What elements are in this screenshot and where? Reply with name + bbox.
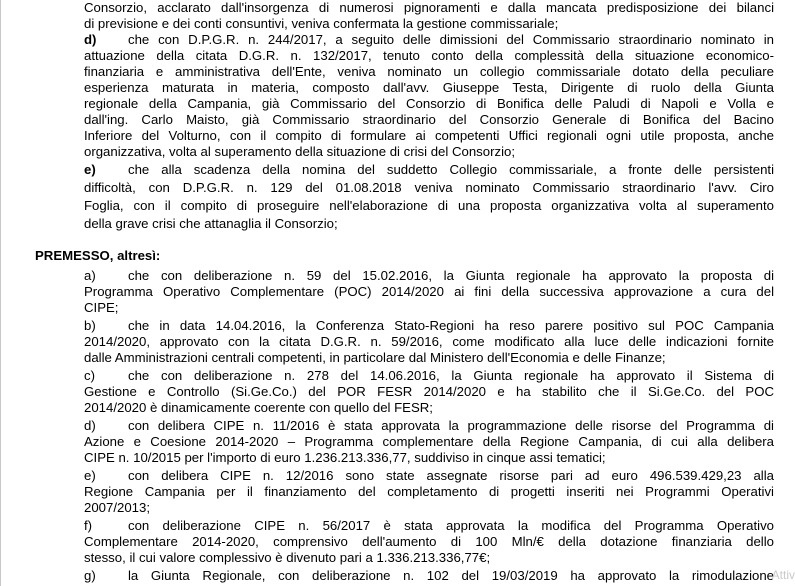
text-line: che con D.P.G.R. n. 244/2017, a seguito delle dimissioni del Commissario straordinario nominato in xyxy=(128,32,774,47)
text-line: difficoltà, con D.P.G.R. n. 129 del 01.08.2018 veniva nominato Commissario straordinario l'avv. Ciro xyxy=(84,180,774,195)
list-label: f) xyxy=(84,518,93,533)
list-item-g-first-line xyxy=(0,568,774,584)
text-line: con delibera CIPE n. 12/2016 sono state assegnate risorse pari ad euro 496.539.429,23 alla xyxy=(128,468,774,483)
list-label: e) xyxy=(84,468,96,483)
list-label: g) xyxy=(84,568,96,583)
activation-watermark: Attiv xyxy=(771,568,795,582)
list-label: d) xyxy=(84,418,96,433)
list-item-f-first-line xyxy=(0,518,774,534)
text-line: Foglia, con il compito di proseguire nell'elaborazione di una proposta organizzativa volta al superamento xyxy=(84,198,774,213)
text-line: attuazione della citata D.G.R. n. 132/2017, tenuto conto della complessità della situazione economico- xyxy=(84,48,774,63)
list-item-b-first-line xyxy=(0,318,774,334)
list-item-e-first-line xyxy=(0,162,774,178)
text-line: Azione e Coesione 2014-2020 – Programma complementare della Regione Campania, di cui alla delibera xyxy=(84,434,774,449)
text-line: la Giunta Regionale, con deliberazione n. 102 del 19/03/2019 ha approvato la rimodulazione xyxy=(128,568,774,583)
list-label: b) xyxy=(84,318,96,333)
text-line: Programma Operativo Complementare (POC) 2014/2020 ai fini della successiva approvazione a cura del xyxy=(84,284,774,299)
text-line: che con deliberazione n. 278 del 14.06.2016, la Giunta regionale ha approvato il Sistema di xyxy=(128,368,774,383)
text-line: dalle Amministrazioni centrali competenti, in particolare dal Ministero dell'Economia e delle Finanze; xyxy=(84,350,666,365)
list-item-d-first-line xyxy=(0,32,774,48)
text-line: Consorzio, acclarato dall'insorgenza di numerosi pignoramenti e dalla mancata predisposizione dei bilanci xyxy=(84,0,774,15)
list-label: a) xyxy=(84,268,96,283)
list-label: e) xyxy=(84,162,96,177)
text-line: Complementare 2014-2020, comprensivo dell'aumento di 100 Mln/€ della dotazione finanziaria dello xyxy=(84,534,774,549)
text-line: con delibera CIPE n. 11/2016 è stata approvata la programmazione delle risorse del Programma di xyxy=(128,418,774,433)
text-line: che alla scadenza della nomina del suddetto Collegio commissariale, a fronte delle persistenti xyxy=(128,162,774,177)
text-line: della grave crisi che attanaglia il Consorzio; xyxy=(84,216,338,231)
text-line: che con deliberazione n. 59 del 15.02.2016, la Giunta regionale ha approvato la proposta di xyxy=(128,268,774,283)
text-line: stesso, il cui valore complessivo è divenuto pari a 1.336.213.336,77€; xyxy=(84,550,491,565)
list-item-d2-first-line xyxy=(0,418,774,434)
text-line: 2007/2013; xyxy=(84,500,151,515)
text-line: organizzativa, volta al superamento della situazione di crisi del Consorzio; xyxy=(84,144,516,159)
text-line: esperienza maturata in materia, composto dall'avv. Giuseppe Testa, Dirigente di ruolo della Giunta xyxy=(84,80,774,95)
text-line: dall'ing. Carlo Maisto, già Commissario straordinario del Consorzio Generale di Bonifica del Bacino xyxy=(84,112,774,127)
text-line: con deliberazione CIPE n. 56/2017 è stata approvata la modifica del Programma Operativo xyxy=(128,518,774,533)
list-item-c-first-line xyxy=(0,368,774,384)
text-line: regionale della Campania, già Commissario del Consorzio di Bonifica delle Paludi di Napoli e Volla e xyxy=(84,96,774,111)
text-line: CIPE n. 10/2015 per l'importo di euro 1.236.213.336,77, suddiviso in cinque assi tematici; xyxy=(84,450,606,465)
text-line: Inferiore del Volturno, con il compito di formulare ai competenti Uffici regionali ogni utile proposta, anche xyxy=(84,128,774,143)
list-item-a-first-line xyxy=(0,268,774,284)
list-label: c) xyxy=(84,368,95,383)
text-line: 2014/2020 è dinamicamente coerente con quello del FESR; xyxy=(84,400,433,415)
text-line: Regione Campania per il finanziamento del completamento di progetti inseriti nei Programmi Operativi xyxy=(84,484,774,499)
list-label: d) xyxy=(84,32,97,47)
text-line: Gestione e Controllo (Si.Ge.Co.) del POR FESR 2014/2020 e ha stabilito che il Si.Ge.Co. del POC xyxy=(84,384,774,399)
text-line: CIPE; xyxy=(84,300,119,315)
section-heading: PREMESSO, altresì: xyxy=(35,248,161,263)
text-line: che in data 14.04.2016, la Conferenza Stato-Regioni ha reso parere positivo sul POC Campania xyxy=(128,318,774,333)
text-line: di previsione e dei conti consuntivi, veniva confermata la gestione commissariale; xyxy=(84,16,559,31)
text-line: 2014/2020, approvato con la citata D.G.R. n. 59/2016, come modificato alla luce delle indicazioni fornite xyxy=(84,334,774,349)
text-line: finanziaria e amministrativa dell'Ente, veniva nominato un collegio commissariale dotato della peculiare xyxy=(84,64,774,79)
list-item-e2-first-line xyxy=(0,468,774,484)
